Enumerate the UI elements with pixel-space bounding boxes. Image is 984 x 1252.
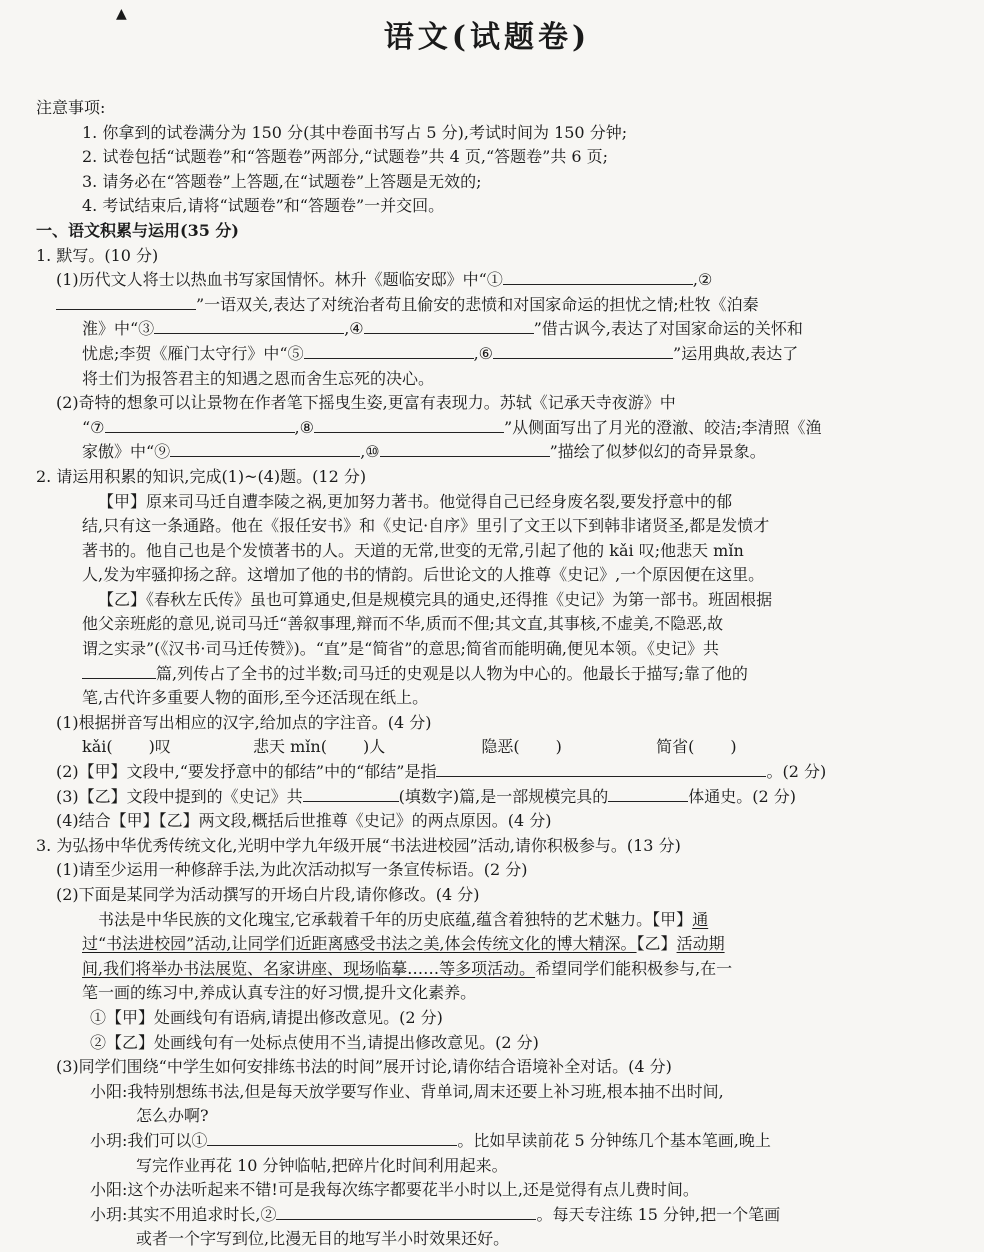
note-item: 2. 试卷包括“试题卷”和“答题卷”两部分,“试题卷”共 4 页,“答题卷”共 6 页; [82, 147, 609, 167]
passage-line [36, 908, 938, 933]
text-segment: 家傲》中“⑨ [82, 442, 171, 462]
dialogue-line [36, 1203, 938, 1228]
passage-line: 谓之实录”(《汉书·司马迁传赞》)。“直”是“简省”的意思;简省而能明确,便见本领。《史记》共 [82, 639, 719, 659]
text-segment: 【乙】 [636, 934, 677, 954]
passage-line: 【甲】原来司马迁自遭李陵之祸,更加努力著书。他觉得自己已经身废名裂,要发抒意中的郁 [98, 491, 733, 511]
section-heading: 一、语文积累与运用(35 分) [36, 220, 239, 240]
pinyin-item: ) [730, 737, 737, 757]
dialogue-line: 或者一个字写到位,比漫无目的地写半小时效果还好。 [136, 1229, 510, 1249]
text-line [36, 268, 938, 293]
answer-blank[interactable] [304, 342, 474, 359]
text-segment: 。比如早读前花 5 分钟练几个基本笔画,晚上 [457, 1130, 771, 1150]
passage-line: 笔一画的练习中,养成认真专注的好习惯,提升文化素养。 [82, 983, 477, 1003]
text-segment: (3)【乙】文段中提到的《史记》共 [56, 786, 303, 806]
text-segment: 书法是中华民族的文化瑰宝,它承载着千年的历史底蕴,蕴含着独特的艺术魅力。【甲】 [98, 909, 693, 929]
answer-blank[interactable] [608, 785, 688, 802]
pinyin-item: kǎi( [82, 737, 113, 757]
answer-blank[interactable] [436, 760, 766, 777]
note-item: 3. 请务必在“答题卷”上答题,在“试题卷”上答题是无效的; [82, 171, 482, 191]
answer-blank[interactable] [493, 342, 673, 359]
text-segment: ”描绘了似梦似幻的奇异景象。 [549, 442, 766, 462]
question-head: 1. 默写。(10 分) [36, 245, 159, 265]
pinyin-row [36, 735, 938, 760]
text-segment: (2)【甲】文段中,“要发抒意中的郁结”中的“郁结”是指 [56, 762, 437, 782]
dialogue-line: 怎么办啊? [136, 1106, 209, 1126]
answer-blank[interactable] [503, 268, 693, 285]
dialogue-line: 小阳:我特别想练书法,但是每天放学要写作业、背单词,周末还要上补习班,根本抽不出时间, [90, 1081, 724, 1101]
question-head: 2. 请运用积累的知识,完成(1)~(4)题。(12 分) [36, 466, 367, 486]
text-segment: ,② [692, 270, 713, 290]
text-line [36, 293, 938, 318]
answer-blank[interactable] [380, 440, 550, 457]
answer-blank[interactable] [303, 785, 399, 802]
dialogue-line [36, 1129, 938, 1154]
sub-question: (3)同学们围绕“中学生如何安排练书法的时间”展开讨论,请你结合语境补全对话。(4 分) [56, 1057, 672, 1077]
passage-line: 【乙】《春秋左氏传》虽也可算通史,但是规模完具的通史,还得推《史记》为第一部书。班固根据 [98, 589, 773, 609]
text-segment: ,⑧ [294, 417, 314, 437]
sub-question [36, 760, 938, 785]
underlined-sentence: 间,我们将举办书法展览、名家讲座、现场临摹……等多项活动。 [82, 958, 536, 978]
question-head: 3. 为弘扬中华优秀传统文化,光明中学九年级开展“书法进校园”活动,请你积极参与。(13 分) [36, 835, 681, 855]
notes-heading: 注意事项: [36, 98, 106, 117]
answer-blank[interactable] [314, 416, 504, 433]
text-segment: ”借古讽今,表达了对国家命运的关怀和 [533, 319, 803, 339]
answer-blank[interactable] [364, 317, 534, 334]
sub-question [36, 785, 938, 810]
passage-jia [36, 490, 938, 588]
passage-line: 人,发为牢骚抑扬之辞。这增加了他的书的情韵。后世论文的人推尊《史记》,一个原因便在这里。 [82, 565, 765, 585]
passage-line [36, 662, 938, 687]
passage-line: 笔,古代许多重要人物的面形,至今还活现在纸上。 [82, 688, 429, 708]
text-segment: 体通史。(2 分) [688, 786, 797, 806]
dialogue-line: 写完作业再花 10 分钟临帖,把碎片化时间利用起来。 [136, 1155, 508, 1175]
text-segment: (1)历代文人将士以热血书写家国情怀。林升《题临安邸》中“① [56, 270, 503, 290]
text-segment: ”一语双关,表达了对统治者苟且偷安的悲愤和对国家命运的担忧之情;杜牧《泊秦 [196, 294, 759, 314]
text-segment: 小玥:我们可以① [90, 1130, 208, 1150]
underlined-sentence: 活动期 [676, 934, 725, 954]
answer-blank[interactable] [105, 416, 295, 433]
sub-question: (2)下面是某同学为活动撰写的开场白片段,请你修改。(4 分) [56, 885, 480, 904]
answer-blank[interactable] [56, 293, 196, 310]
sub-question: ①【甲】处画线句有语病,请提出修改意见。(2 分) [90, 1007, 443, 1027]
sub-question: (1)根据拼音写出相应的汉字,给加点的字注音。(4 分) [56, 712, 432, 732]
text-segment: 小玥:其实不用追求时长,② [90, 1204, 277, 1224]
text-segment: 忧虑;李贺《雁门太守行》中“⑤ [82, 343, 304, 363]
text-segment: ”运用典故,表达了 [673, 343, 799, 363]
pinyin-item: ) [555, 737, 562, 757]
passage-yi [36, 588, 938, 711]
text-segment: 。(2 分) [766, 762, 827, 782]
pinyin-item: )叹 [148, 737, 171, 757]
text-segment: “⑦ [82, 417, 105, 437]
question-3 [36, 834, 938, 1252]
sub-question: (1)请至少运用一种修辞手法,为此次活动拟写一条宣传标语。(2 分) [56, 860, 528, 880]
pinyin-item: )人 [362, 737, 386, 757]
text-segment: 淮》中“③ [82, 319, 155, 339]
text-segment: ,④ [344, 319, 364, 339]
underlined-sentence: 通 [692, 909, 709, 929]
passage-line: 著书的。他自己也是个发愤著书的人。天道的无常,世变的无常,引起了他的 kǎi 叹;他悲天 mǐn [82, 540, 744, 560]
pinyin-item: 隐恶( [481, 737, 520, 757]
answer-blank[interactable] [276, 1203, 536, 1220]
answer-blank[interactable] [170, 440, 360, 457]
text-line [36, 342, 938, 367]
text-segment: (填数字)篇,是一部规模完具的 [398, 786, 609, 806]
passage-line: 结,只有这一条通路。他在《报任安书》和《史记·自序》里引了文王以下到韩非诸贤圣,都是发愤才 [82, 516, 770, 536]
passage-line: 他父亲班彪的意见,说司马迁“善叙事理,辩而不华,质而不俚;其文直,其事核,不虚美,不隐恶,故 [82, 614, 724, 634]
notes-section [36, 96, 938, 219]
question-1 [36, 244, 938, 465]
text-segment: 希望同学们能积极参与,在一 [535, 958, 733, 978]
text-segment: ”从侧面写出了月光的澄澈、皎洁;李清照《渔 [503, 417, 822, 437]
text-line [36, 440, 938, 465]
passage-line [36, 932, 938, 957]
scan-mark: ▲ [116, 6, 127, 22]
page-title: 语文(试题卷) [383, 20, 591, 55]
sub-question: (4)结合【甲】【乙】两文段,概括后世推尊《史记》的两点原因。(4 分) [56, 811, 552, 831]
note-item: 1. 你拿到的试卷满分为 150 分(其中卷面书写占 5 分),考试时间为 150 分钟; [82, 122, 628, 142]
passage-line [36, 957, 938, 982]
text-segment: 篇,列传占了全书的过半数;司马迁的史观是以人物为中心的。他最长于描写;靠了他的 [156, 663, 748, 683]
text-line [36, 317, 938, 342]
sub-question: ②【乙】处画线句有一处标点使用不当,请提出修改意见。(2 分) [90, 1032, 539, 1052]
dialogue-line: 小阳:这个办法听起来不错!可是我每次练字都要花半小时以上,还是觉得有点儿费时间。 [90, 1180, 699, 1200]
answer-blank[interactable] [154, 317, 344, 334]
text-segment: 。每天专注练 15 分钟,把一个笔画 [536, 1204, 781, 1224]
pinyin-item: 悲天 mǐn( [253, 737, 327, 757]
note-item: 4. 考试结束后,请将“试题卷”和“答题卷”一并交回。 [82, 196, 445, 216]
text-line [36, 416, 938, 441]
text-line: (2)奇特的想象可以让景物在作者笔下摇曳生姿,更富有表现力。苏轼《记承天寺夜游》中 [56, 393, 676, 413]
question-2 [36, 465, 938, 834]
text-segment: ,⑩ [360, 442, 380, 462]
text-segment: ,⑥ [473, 343, 494, 363]
underlined-sentence: 过“书法进校园”活动,让同学们近距离感受书法之美,体会传统文化的博大精深。 [82, 934, 637, 954]
answer-blank[interactable] [82, 662, 156, 679]
answer-blank[interactable] [207, 1129, 457, 1146]
text-line: 将士们为报答君主的知遇之恩而舍生忘死的决心。 [82, 368, 435, 388]
pinyin-item: 简省( [656, 737, 695, 757]
